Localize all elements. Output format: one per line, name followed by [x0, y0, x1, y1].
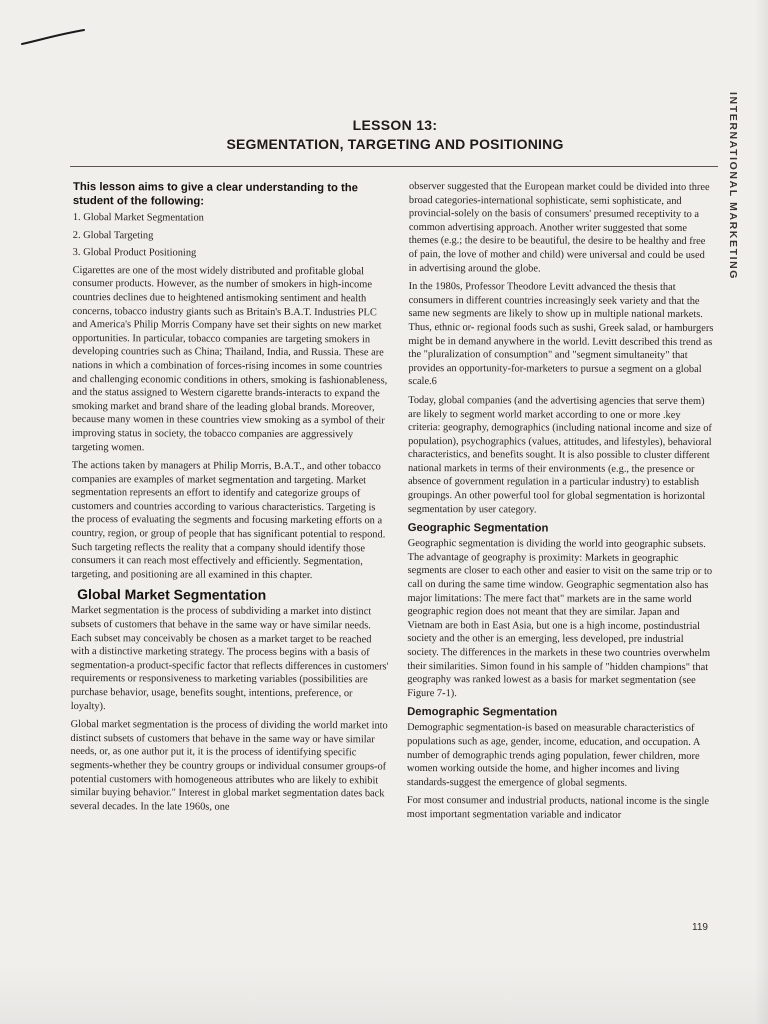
body-paragraph: For most consumer and industrial products, national income is the single most important segmentation variable and indicator [406, 795, 710, 821]
lesson-title: SEGMENTATION, TARGETING AND POSITIONING [226, 136, 564, 152]
body-paragraph: The actions taken by managers at Philip Morris, B.A.T., and other tobacco companies are examples of market segmentation and targeting. Market segmentation represents an effort to identify and categorize groups of customers and countries according to various characteristics. Targeting is the process of evaluating the segments and focusing marketing efforts on a country, region, or group of people that has significant potential to respond. Such targeting reflects the reality that a company should identify those consumers it can reach most effectively and efficiently. Segmentation, targeting, and positioning are all examined in this chapter. [71, 460, 386, 581]
pen-mark [20, 28, 86, 48]
body-paragraph: Today, global companies (and the advertising agencies that serve them) are likely to segment world market according to one or more .key criteria: geography, demographics (including national income and size of population), psychographics (values, attitudes, and lifestyles), behavioral characteristics, and benefits sought. It is also possible to cluster different national markets in terms of their environments (e.g., the presence or absence of government regulation in a particular industry) to establish groupings. An other powerful tool for global segmentation is horizontal segmentation by user category. [407, 394, 712, 516]
photo-bottom-shadow [0, 964, 768, 1024]
photo-edge-shadow [754, 0, 768, 1024]
body-paragraph: Market segmentation is the process of subdividing a market into distinct subsets of customers that behave in the same way or have similar needs. Each subset may conceivably be chosen as a market target to be reached with a distinctive marketing strategy. The process begins with a basis of segmentation-a product-specific factor that reflects differences in customers' requirements or responsiveness to marketing variables (possibilities are purchase behavior, usage, benefits sought, intentions, preference, or loyalty). [70, 605, 389, 712]
body-paragraph: Global market segmentation is the process of dividing the world market into distinct subsets of customers that behave in the same way or have similar needs, or, as one author put it, it is the process of identifying specific segments-whether they be country groups or individual consumer groups-of potential customers with homogeneous attributes who are likely to exhibit similar buying behavior." Interest in global market segmentation dates back several decades. In the late 1960s, one [70, 719, 388, 813]
objectives-list [73, 211, 391, 261]
body-paragraph: Geographic segmentation is dividing the world into geographic subsets. The advantage of geography is proximity: Markets in geographic segments are closer to each other and easier to visit on the same trip or to call on during the same time window. Geographic segmentation also has major limitations: The mere fact that" markets are in the same world geographic region does not meant that they are similar. Japan and Vietnam are both in East Asia, but one is a high income, postindustrial society and the other is an emerging, less developed, pre industrial society. The differences in the markets in these two countries overwhelm their similarities. Simon found in his sample of "hidden champions" that geography was ranked lowest as a basis for market segmentation (see Figure 7-1). [407, 538, 713, 699]
header-divider [70, 166, 718, 167]
left-column [70, 180, 391, 820]
lesson-number: LESSON 13: [352, 117, 438, 133]
body-paragraph: In the 1980s, Professor Theodore Levitt advanced the thesis that consumers in different countries increasingly seek variety and that the same new segments are likely to show up in multiple national markets. Thus, ethnic or- regional foods such as sushi, Greek salad, or hamburgers might be in demand anywhere in the world. Levitt described this trend as the "pluralization of consumption" and "segment simultaneity" that provides an opportunity-for-marketers to pursue a segment on a global scale.6 [408, 281, 714, 388]
body-paragraph: Cigarettes are one of the most widely distributed and profitable global consumer products. However, as the number of smokers in high-income countries declines due to heightened antismoking sentiment and health concerns, tobacco industry giants such as Britain's B.A.T. Industries PLC and America's Philip Morris Company have set their sights on new market opportunities. In particular, tobacco companies are targeting smokers in developing countries such as China; Thailand, India, and Russia. These are nations in which a combination of forces-rising incomes in some countries and challenging economic conditions in others, smoking is fashionableness, and the status assigned to Western cigarette brands-interacts to expand the smoking market and brand share of the leading global brands. Moreover, because many women in these countries view smoking as a symbol of their improving status in society, the tobacco companies are aggressively targeting women. [71, 264, 388, 453]
lesson-header [200, 117, 590, 152]
body-paragraph: observer suggested that the European market could be divided into three broad categories-international sophisticate, semi sophisticate, and provincial-solely on the basis of consumers' presumed receptivity to a common advertising approach. Another writer suggested that some themes (e.g.; the desire to be beautiful, the desire to be healthy and free of pain, the love of mother and child) were universal and could be used in advertising around the globe. [408, 181, 710, 275]
subsection-heading: Geographic Segmentation [407, 522, 549, 535]
objective-item: 3. Global Product Positioning [72, 247, 197, 259]
section-heading: Global Market Segmentation [77, 586, 267, 604]
body-paragraph: Demographic segmentation-is based on measurable characteristics of populations such as age, gender, income, education, and occupation. A number of demographic trends aging population, fewer children, more women working outside the home, and higher incomes and living standards-suggest the emergence of global segments. [406, 722, 700, 789]
right-column [407, 180, 714, 828]
objective-item: 1. Global Market Segmentation [72, 211, 204, 224]
subsection-heading: Demographic Segmentation [407, 706, 558, 719]
objective-item: 2. Global Targeting [72, 229, 154, 241]
objectives-heading: This lesson aims to give a clear understanding to the student of the following: [72, 180, 358, 208]
page-number: 119 [692, 922, 708, 933]
